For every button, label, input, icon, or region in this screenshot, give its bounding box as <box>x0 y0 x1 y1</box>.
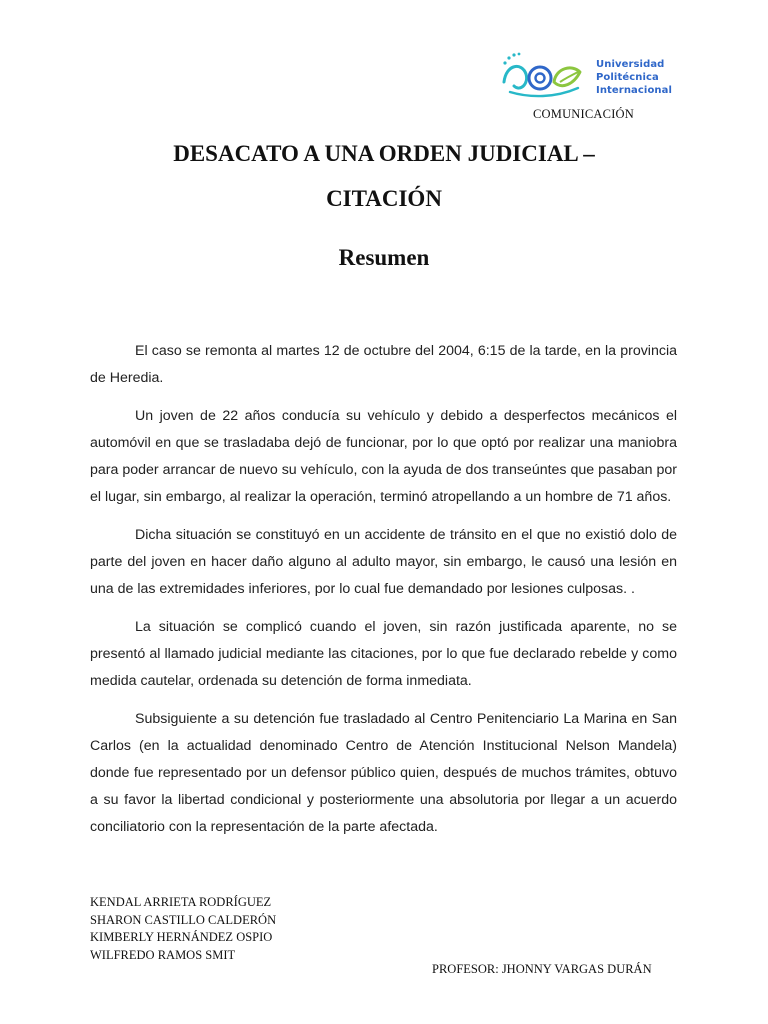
logo-line-3: Internacional <box>596 85 673 96</box>
author-name: WILFREDO RAMOS SMIT <box>90 947 236 962</box>
logo-line-1: Universidad <box>596 59 665 70</box>
department-label: COMUNICACIÓN <box>533 107 635 121</box>
body-paragraph: Subsiguiente a su detención fue trasladado al Centro Penitenciario La Marina en San Carlos (en la actualidad denominado Centro de Atención Institucional Nelson Mandela) donde fue representado por un defensor público quien, después de muchos trámites, obtuvo a su favor la libertad condicional y posteriormente una absolutoria por llegar a un acuerdo conciliatorio con la representación de la parte afectada. <box>90 711 677 835</box>
body-paragraph: Un joven de 22 años conducía su vehículo y debido a desperfectos mecánicos el automóvil en que se trasladaba dejó de funcionar, por lo que optó por realizar una maniobra para poder arrancar de nuevo su vehículo, con la ayuda de dos transeúntes que pasaban por el lugar, sin embargo, al realizar la operación, terminó atropellando a un hombre de 71 años. <box>90 408 677 505</box>
logo-line-2: Politécnica <box>596 72 659 83</box>
body-paragraph: La situación se complicó cuando el joven, sin razón justificada aparente, no se presentó al llamado judicial mediante las citaciones, por lo que fue declarado rebelde y como medida cautelar, ordenada su detención de forma inmediata. <box>90 619 677 689</box>
document-title-line-1: DESACATO A UNA ORDEN JUDICIAL – <box>173 141 595 166</box>
body-paragraph: Dicha situación se constituyó en un accidente de tránsito en el que no existió dolo de parte del joven en hacer daño alguno al adulto mayor, sin embargo, le causó una lesión en una de las extremidades inferiores, por lo cual fue demandado por lesiones culposas. . <box>90 527 677 597</box>
professor-name: PROFESOR: JHONNY VARGAS DURÁN <box>432 962 652 976</box>
section-heading: Resumen <box>338 245 430 270</box>
university-logo <box>500 50 680 102</box>
author-name: KIMBERLY HERNÁNDEZ OSPIO <box>90 930 273 944</box>
author-name: SHARON CASTILLO CALDERÓN <box>90 912 277 927</box>
logo-wordmark <box>596 58 672 97</box>
university-logo-icon <box>500 52 588 100</box>
authors-list <box>90 894 276 964</box>
document-title-line-2: CITACIÓN <box>326 186 442 211</box>
author-name: KENDAL ARRIETA RODRÍGUEZ <box>90 895 272 909</box>
document-body <box>90 338 677 852</box>
body-paragraph: El caso se remonta al martes 12 de octubre del 2004, 6:15 de la tarde, en la provincia de Heredia. <box>90 343 677 386</box>
